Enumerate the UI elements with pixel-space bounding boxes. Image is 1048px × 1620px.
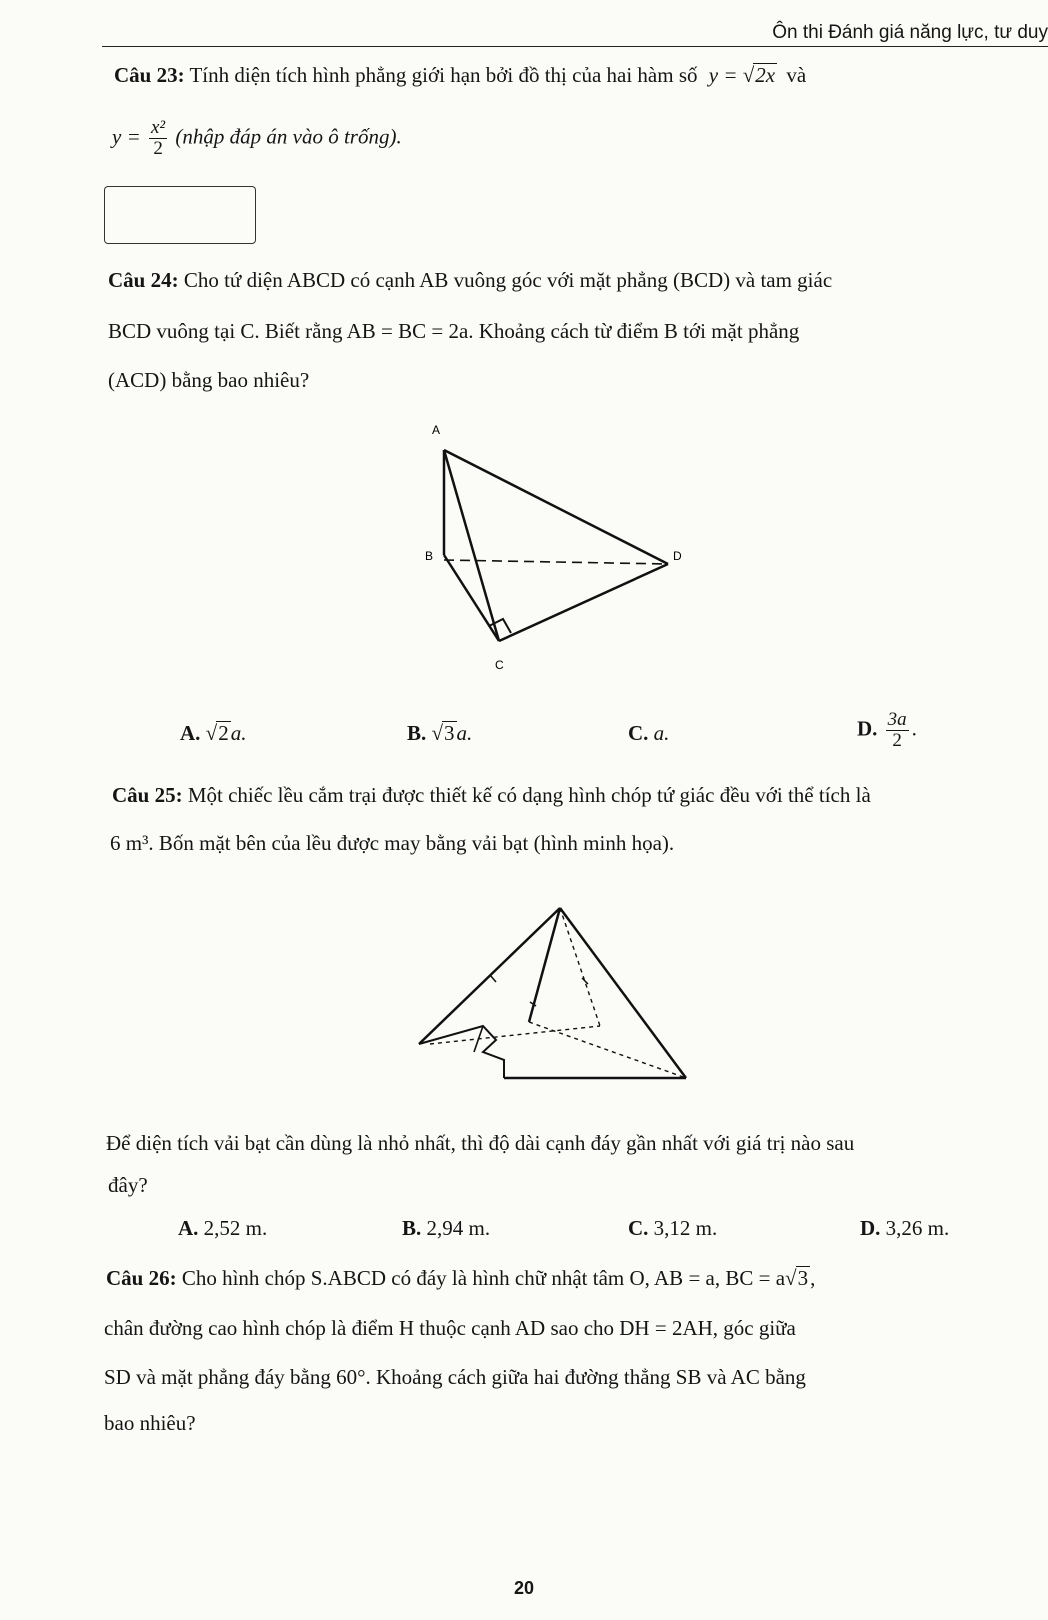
page-number: 20 <box>513 1578 535 1598</box>
q26-line1-text: Cho hình chóp S.ABCD có đáy là hình chữ nhật tâm O, AB = a, BC = a <box>181 1266 786 1290</box>
tent-base-back <box>430 1026 600 1044</box>
q25-option-c[interactable] <box>628 1215 717 1241</box>
option-text: 2,94 m. <box>426 1216 491 1240</box>
vertex-C-label: C <box>495 658 504 672</box>
option-label: C. <box>628 721 649 745</box>
q23-answer-box[interactable] <box>104 186 256 244</box>
option-radicand: 2 <box>218 721 229 745</box>
option-label: B. <box>402 1216 422 1240</box>
option-tail: a. <box>230 721 247 745</box>
option-label: C. <box>628 1216 649 1240</box>
option-text: a. <box>653 721 670 745</box>
q26-line2: chân đường cao hình chóp là điểm H thuộc cạnh AD sao cho DH = 2AH, góc giữa <box>104 1316 796 1340</box>
option-num: 3a <box>887 709 907 730</box>
sqrt-sign: √ <box>785 1266 797 1290</box>
option-label: D. <box>857 716 878 741</box>
q23-f2-den: 2 <box>153 138 163 159</box>
edge-CD <box>499 564 668 641</box>
q24-option-c[interactable] <box>628 720 669 746</box>
q26-radicand: 3 <box>797 1266 809 1290</box>
option-tail: a. <box>456 721 473 745</box>
q24-option-d[interactable] <box>857 710 917 751</box>
q23-line2 <box>112 118 402 159</box>
option-label: A. <box>180 721 201 745</box>
q23-conj: và <box>786 63 807 87</box>
q24-option-a[interactable] <box>180 720 246 746</box>
tent-edge-left <box>419 908 560 1044</box>
q25-line4: đây? <box>108 1173 148 1197</box>
option-text: 3,26 m. <box>885 1216 950 1240</box>
q26-label: Câu 26: <box>106 1266 177 1290</box>
q24-line3: (ACD) bằng bao nhiêu? <box>108 368 310 392</box>
option-label: A. <box>178 1216 199 1240</box>
option-den: 2 <box>892 730 902 751</box>
tick-mark <box>490 975 496 982</box>
page-header: Ôn thi Đánh giá năng lực, tư duy <box>772 22 1048 43</box>
option-text: 3,12 m. <box>653 1216 718 1240</box>
q25-option-d[interactable] <box>860 1215 949 1241</box>
edge-AC <box>444 450 499 641</box>
option-label: D. <box>860 1216 881 1240</box>
vertex-B-label: B <box>425 549 434 563</box>
q23-label: Câu 23: <box>114 63 185 87</box>
q25-tent-figure <box>410 900 690 1090</box>
option-fraction <box>886 710 909 751</box>
tick-mark <box>620 990 626 996</box>
q25-line1 <box>112 782 871 808</box>
option-radicand: 3 <box>444 721 455 745</box>
q24-line1-text: Cho tứ diện ABCD có cạnh AB vuông góc với mặt phẳng (BCD) và tam giác <box>183 268 833 292</box>
option-text: 2,52 m. <box>203 1216 268 1240</box>
q25-line3: Để diện tích vải bạt cần dùng là nhỏ nhất, thì độ dài cạnh đáy gần nhất với giá trị nào sau <box>106 1131 855 1155</box>
q24-line1 <box>108 267 832 293</box>
q25-label: Câu 25: <box>112 783 183 807</box>
q24-line2: BCD vuông tại C. Biết rằng AB = BC = 2a. Khoảng cách từ điểm B tới mặt phẳng <box>108 319 800 343</box>
q25-line2: 6 m³. Bốn mặt bên của lều được may bằng vải bạt (hình minh họa). <box>110 831 675 855</box>
q23-text: Tính diện tích hình phẳng giới hạn bởi đồ thị của hai hàm số <box>189 63 698 87</box>
q26-line3: SD và mặt phẳng đáy bằng 60°. Khoảng cách giữa hai đường thẳng SB và AC bằng <box>104 1365 806 1389</box>
q26-line1-tail: , <box>810 1266 816 1290</box>
q26-line4: bao nhiêu? <box>104 1411 196 1435</box>
q24-option-b[interactable] <box>407 720 472 746</box>
q23-f1-radicand: 2x <box>755 63 776 87</box>
edge-AD <box>444 450 668 564</box>
sqrt-sign: √ <box>205 721 218 745</box>
q24-tetrahedron-figure <box>400 418 700 674</box>
q23-instruction: (nhập đáp án vào ô trống). <box>175 124 402 149</box>
vertex-D-label: D <box>673 549 682 563</box>
q26-line1 <box>106 1265 815 1291</box>
q23-f1-lhs: y = <box>708 63 743 87</box>
option-tail: . <box>911 716 917 741</box>
q24-label: Câu 24: <box>108 268 179 292</box>
q25-line1-text: Một chiếc lều cắm trại được thiết kế có dạng hình chóp tứ giác đều với thể tích là <box>187 783 871 807</box>
q23-f2-fraction <box>149 118 167 159</box>
q25-option-b[interactable] <box>402 1215 490 1241</box>
sqrt-sign: √ <box>742 63 755 87</box>
vertex-A-label: A <box>432 423 441 437</box>
option-label: B. <box>407 721 427 745</box>
q23-f2-lhs: y = <box>112 124 146 149</box>
tick-mark <box>582 978 588 984</box>
header-rule <box>102 46 1048 47</box>
tent-edge-back-hidden <box>560 908 600 1026</box>
q23-f2-num: x² <box>151 117 166 138</box>
sqrt-sign: √ <box>431 721 444 745</box>
tent-flap <box>419 1026 504 1078</box>
q25-option-a[interactable] <box>178 1215 267 1241</box>
q23-line1 <box>114 62 806 88</box>
edge-BC <box>444 555 499 641</box>
